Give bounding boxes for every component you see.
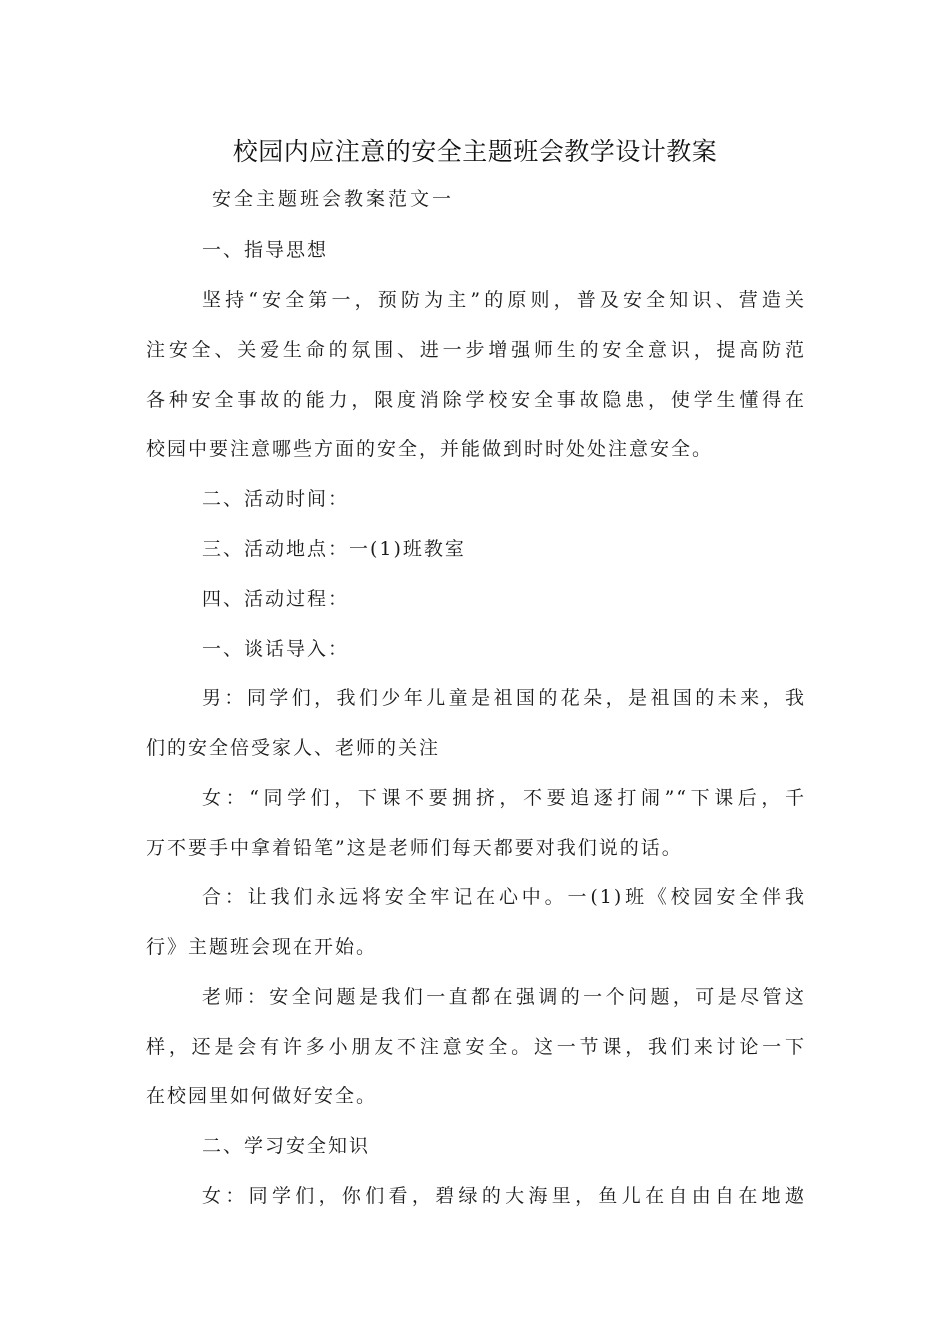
paragraph-line: 各种安全事故的能力，限度消除学校安全事故隐患，使学生懂得在 [146,389,806,411]
paragraph-line: 校园中要注意哪些方面的安全，并能做到时时处处注意安全。 [146,438,714,460]
heading-activity-place: 三、活动地点：一(1)班教室 [202,538,466,560]
paragraph-line: 们的安全倍受家人、老师的关注 [146,737,441,759]
paragraph-line: 女：同学们，你们看，碧绿的大海里，鱼儿在自由自在地遨 [202,1185,806,1207]
paragraph-line: 女：“同学们，下课不要拥挤，不要追逐打闹”“下课后，千 [202,787,806,809]
paragraph-line: 在校园里如何做好安全。 [146,1085,378,1107]
heading-intro: 一、谈话导入： [202,638,350,660]
paragraph-line: 注安全、关爱生命的氛围、进一步增强师生的安全意识，提高防范 [146,339,806,361]
paragraph-line: 万不要手中拿着铅笔”这是老师们每天都要对我们说的话。 [146,837,683,859]
heading-activity-process: 四、活动过程： [202,588,350,610]
paragraph-line: 合：让我们永远将安全牢记在心中。一(1)班《校园安全伴我 [202,886,806,908]
paragraph-line: 坚持“安全第一，预防为主”的原则，普及安全知识、营造关 [202,289,806,311]
heading-guiding-thought: 一、指导思想 [202,239,329,261]
paragraph-line: 行》主题班会现在开始。 [146,936,378,958]
document-subtitle: 安全主题班会教案范文一 [212,188,455,210]
paragraph-line: 男：同学们，我们少年儿童是祖国的花朵，是祖国的未来，我 [202,687,806,709]
paragraph-line: 样，还是会有许多小朋友不注意安全。这一节课，我们来讨论一下 [146,1036,806,1058]
paragraph-line: 老师：安全问题是我们一直都在强调的一个问题，可是尽管这 [202,986,806,1008]
document-title: 校园内应注意的安全主题班会教学设计教案 [232,137,718,166]
heading-learn-safety: 二、学习安全知识 [202,1135,371,1157]
heading-activity-time: 二、活动时间： [202,488,350,510]
